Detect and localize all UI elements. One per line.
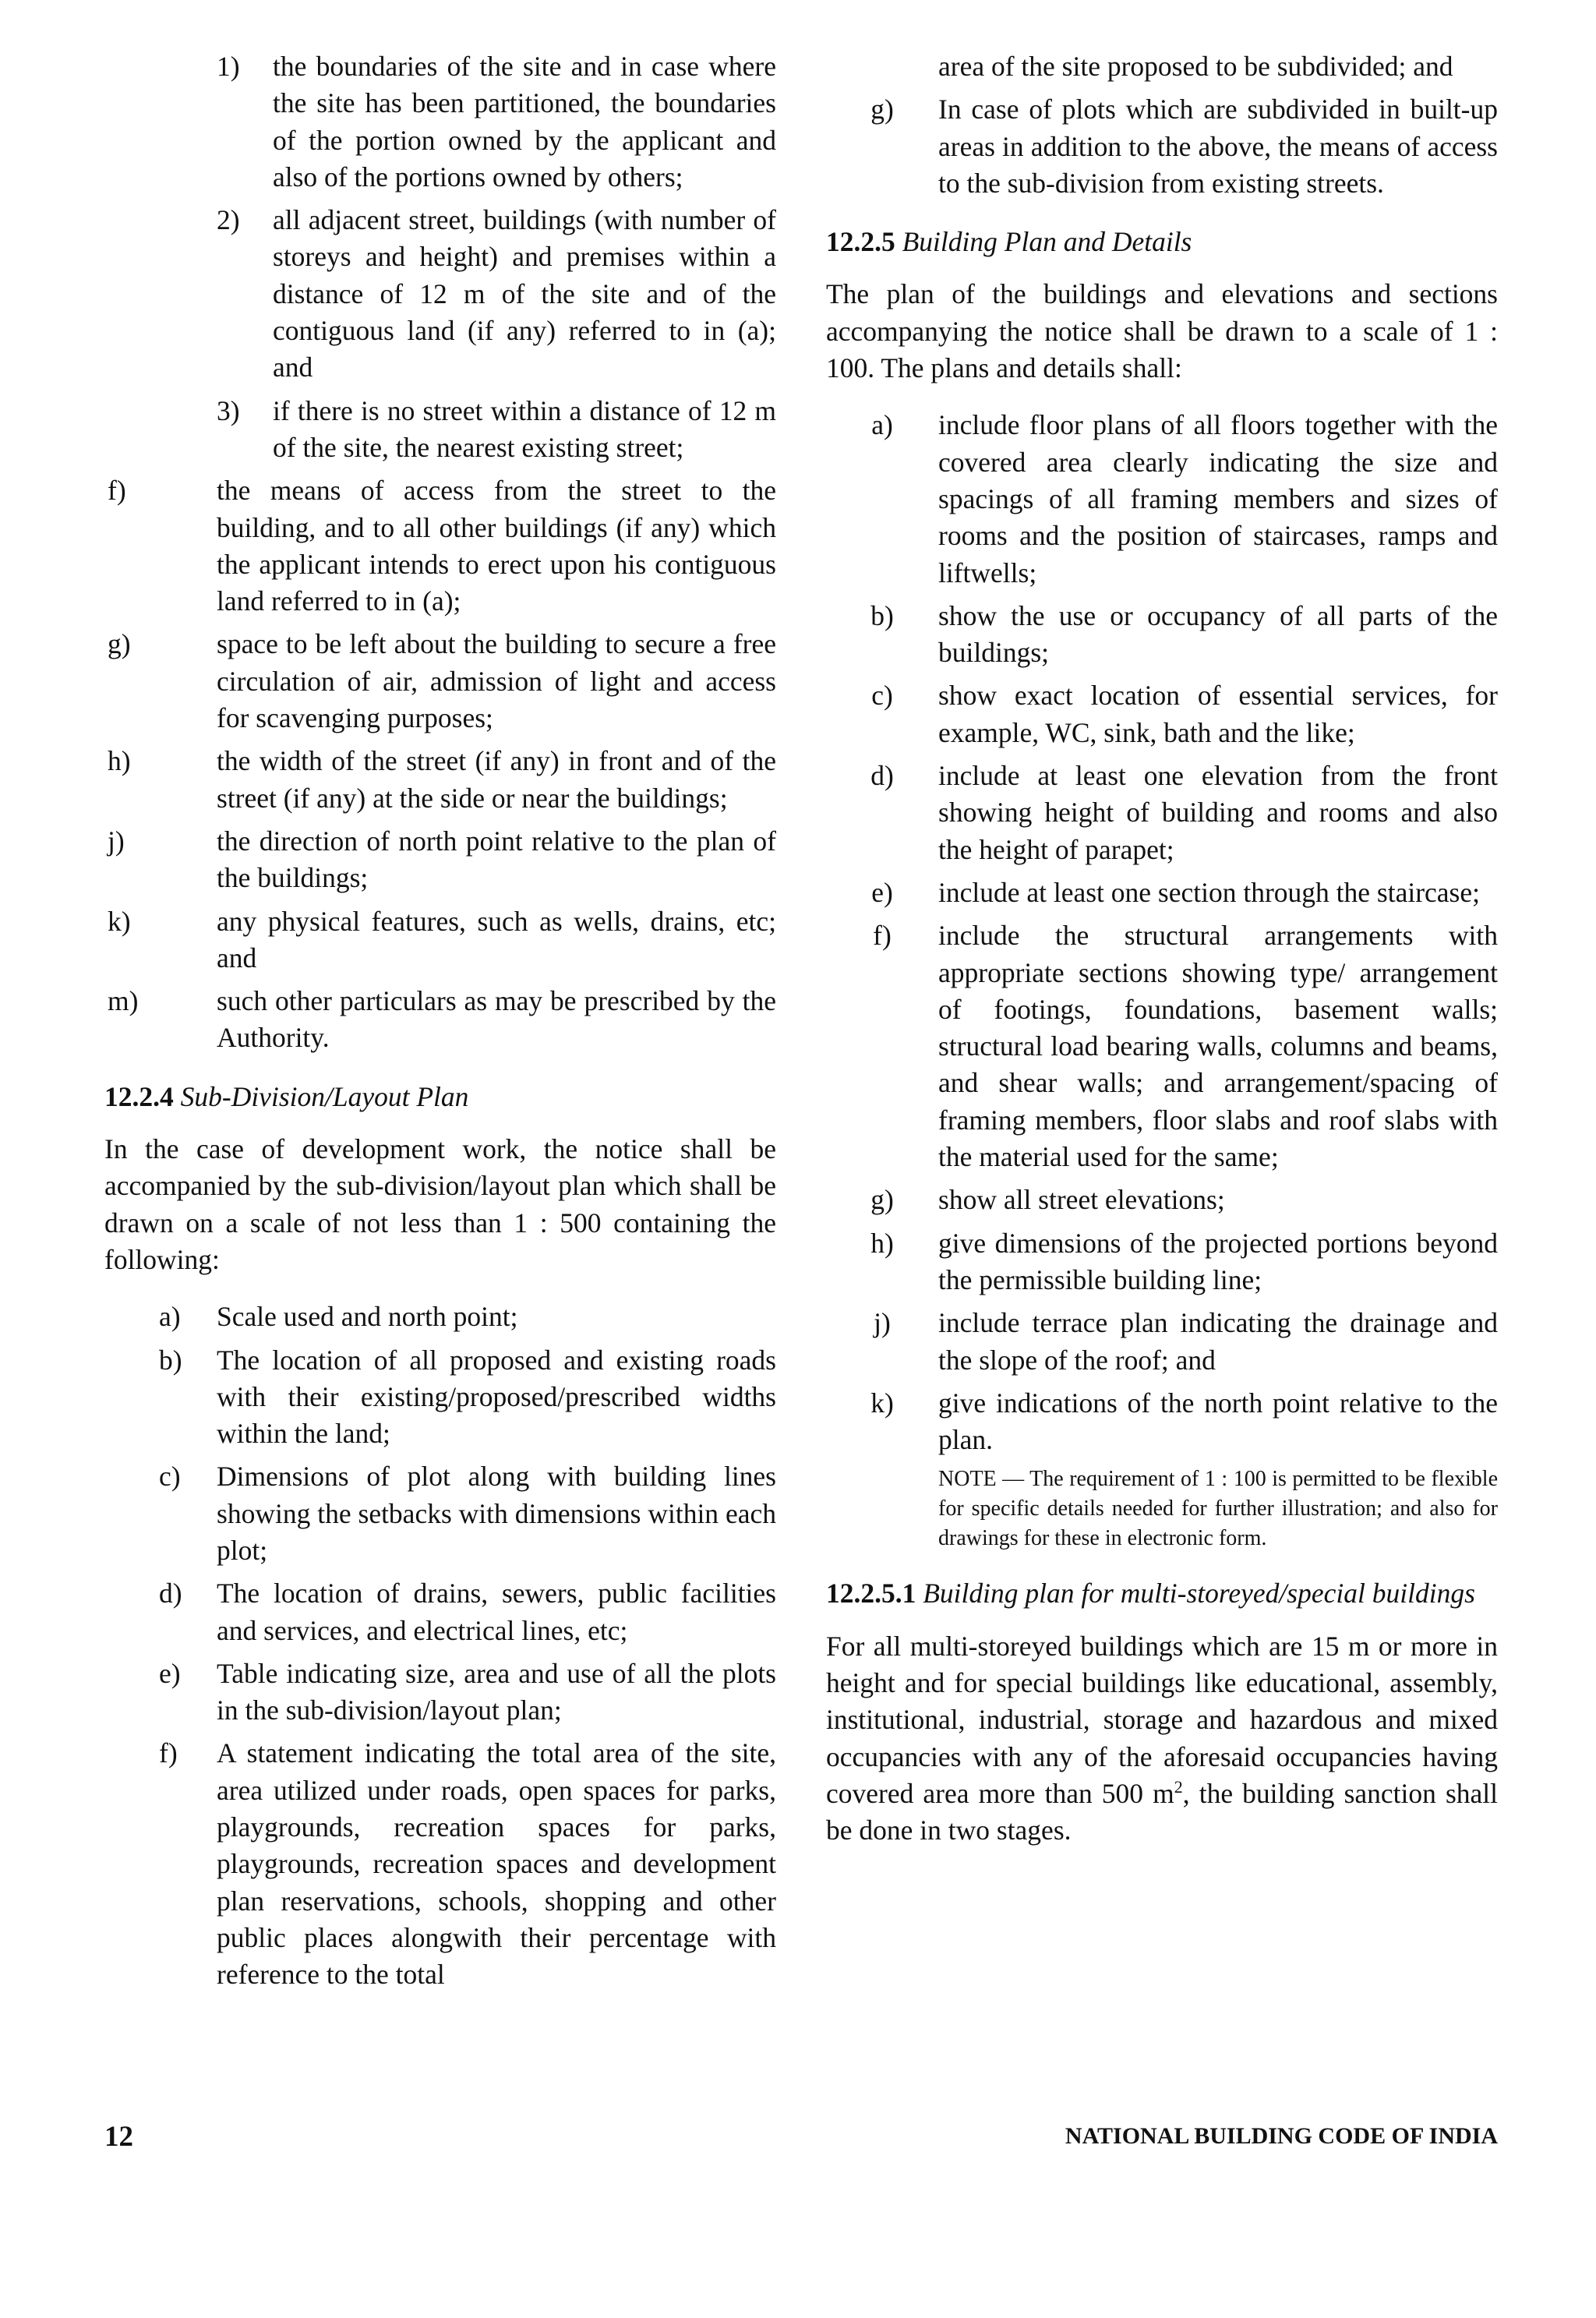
- section-heading: [826, 224, 1498, 260]
- list-item: [104, 626, 776, 737]
- section-number: 12.2.4: [104, 1080, 174, 1112]
- list-item-text: show the use or occupancy of all parts of the buildings;: [938, 599, 1498, 669]
- list-item-text: include terrace plan indicating the drainage and the slope of the roof; and: [938, 1307, 1498, 1376]
- list-item: [159, 1655, 776, 1730]
- right-column: [826, 48, 1498, 1869]
- list-item-label: k): [108, 905, 131, 937]
- list-item-text: area of the site proposed to be subdivided; and: [938, 51, 1453, 82]
- list-item-text: give dimensions of the projected portions beyond the permissible building line;: [938, 1227, 1498, 1295]
- list-item-label: f): [108, 475, 126, 507]
- list-item-label: d): [870, 760, 894, 792]
- list-item-text: In case of plots which are subdivided in built-up areas in addition to the above, the means of access to the sub-division from existing streets.: [938, 94, 1498, 199]
- list-item-text: such other particulars as may be prescribed by the Authority.: [217, 985, 776, 1054]
- list-item-label: 2): [217, 204, 240, 236]
- list-item-text: show exact location of essential services, for example, WC, sink, bath and the like;: [938, 680, 1498, 748]
- list-item-text: Table indicating size, area and use of all the plots in the sub-division/layout plan;: [217, 1657, 776, 1726]
- list-item-label: h): [870, 1227, 894, 1259]
- list-item: [217, 48, 776, 196]
- list-item: [826, 1225, 1498, 1299]
- paragraph-text: , the building sanction shall be done in two stages.: [826, 1777, 1498, 1846]
- list-item-label: b): [870, 599, 894, 631]
- list-item-label: a): [871, 409, 893, 441]
- section-heading: [104, 1079, 776, 1115]
- page-number: 12: [104, 2121, 133, 2153]
- list-item: [159, 1575, 776, 1649]
- list-item: [159, 1735, 776, 1993]
- list-item-text: if there is no street within a distance of 12 m of the site, the nearest existing street;: [273, 394, 776, 463]
- list-item-text: all adjacent street, buildings (with number of storeys and height) and premises within a distance of 12 m of the site and of the contiguous land (if any) referred to in (a); and: [273, 204, 776, 383]
- list-item: [104, 983, 776, 1057]
- list-item-text: include at least one elevation from the front showing height of building and rooms and also the height of parapet;: [938, 760, 1498, 865]
- list-item-label: g): [870, 94, 894, 125]
- list-item: [104, 823, 776, 897]
- list-item-label: f): [159, 1737, 178, 1769]
- list-item-text: the direction of north point relative to the plan of the buildings;: [217, 825, 776, 894]
- list-item: [826, 875, 1498, 911]
- list-item-text: A statement indicating the total area of the site, area utilized under roads, open spaces for parks, playgrounds, recreation spaces for parks, playgrounds, recreation spaces and development plan reservations, schools, shopping and other public places alongwith their percentage with reference to the total: [217, 1737, 776, 1991]
- list-item-label: h): [108, 745, 131, 777]
- list-item-label: c): [159, 1461, 181, 1493]
- numbered-list: [104, 48, 776, 466]
- list-item-label: j): [108, 825, 125, 857]
- left-column: [104, 48, 776, 2000]
- section-number: 12.2.5: [826, 226, 895, 258]
- list-item-text: The location of all proposed and existing roads with their existing/proposed/prescribed widths within the land;: [217, 1344, 776, 1450]
- list-item-label: e): [871, 876, 893, 908]
- list-item: [826, 917, 1498, 1175]
- list-item-label: b): [159, 1344, 182, 1376]
- sub-division-list: [104, 1299, 776, 1993]
- paragraph-text: For all multi-storeyed buildings which are 15 m or more in height and for special buildings like educational, assembly, institutional, industrial, storage and hazardous and mixed occupancies with any of the aforesaid occupancies having covered area more than 500 m: [826, 1630, 1498, 1809]
- list-item: [826, 598, 1498, 672]
- list-item-label: a): [159, 1301, 181, 1333]
- list-item-label: d): [159, 1578, 182, 1610]
- superscript: 2: [1174, 1777, 1183, 1797]
- list-item: [826, 91, 1498, 202]
- list-item-text: the boundaries of the site and in case where the site has been partitioned, the boundaries of the portion owned by the applicant and also of the portions owned by others;: [273, 51, 776, 193]
- list-item-label: 1): [217, 51, 240, 82]
- section-number: 12.2.5.1: [826, 1578, 916, 1610]
- section-title: Building Plan and Details: [902, 226, 1192, 258]
- list-item: [104, 743, 776, 817]
- list-item-text: give indications of the north point relative to the plan.: [938, 1387, 1498, 1456]
- list-item-text: any physical features, such as wells, drains, etc; and: [217, 905, 776, 973]
- list-item-text: The location of drains, sewers, public facilities and services, and electrical lines, etc;: [217, 1578, 776, 1646]
- body-paragraph: In the case of development work, the notice shall be accompanied by the sub-division/layout plan which shall be drawn on a scale of not less than 1 : 500 containing the following:: [104, 1133, 776, 1275]
- list-item: [159, 1299, 776, 1335]
- continued-list: [826, 48, 1498, 202]
- list-item-text: Scale used and north point;: [217, 1301, 518, 1333]
- list-item: [159, 1342, 776, 1453]
- list-item: [104, 903, 776, 977]
- list-item: [159, 1458, 776, 1569]
- list-item-label: c): [871, 680, 893, 712]
- section-title: Sub-Division/Layout Plan: [180, 1080, 469, 1112]
- list-item-text: include at least one section through the staircase;: [938, 876, 1480, 908]
- body-paragraph: The plan of the buildings and elevations and sections accompanying the notice shall be drawn to a scale of 1 : 100. The plans and details shall:: [826, 278, 1498, 384]
- list-item-label: e): [159, 1657, 181, 1689]
- list-item-text: the means of access from the street to the building, and to all other buildings (if any) which the applicant intends to erect upon his contiguous land referred to in (a);: [217, 475, 776, 617]
- list-item: [217, 393, 776, 467]
- list-item: [826, 407, 1498, 591]
- publication-title: NATIONAL BUILDING CODE OF INDIA: [1065, 2123, 1498, 2149]
- list-item-label: g): [108, 628, 131, 660]
- list-item: [826, 1305, 1498, 1379]
- list-item-label: g): [870, 1184, 894, 1216]
- list-item-text: space to be left about the building to secure a free circulation of air, admission of light and access for scavenging purposes;: [217, 628, 776, 734]
- lettered-list: [104, 472, 776, 1056]
- list-item-text: include floor plans of all floors together with the covered area clearly indicating the size and spacings of all framing members and sizes of rooms and the position of staircases, ramps and liftwells;: [938, 409, 1498, 588]
- list-item-text: include the structural arrangements with appropriate sections showing type/ arrangement of footings, foundations, basement walls; structural load bearing walls, columns and beams, and shear walls; and arrangement/spacing of framing members, floor slabs and roof slabs with the material used for the same;: [938, 920, 1498, 1173]
- list-item: [104, 472, 776, 620]
- list-item-label-empty: [826, 48, 938, 85]
- body-paragraph: [826, 1628, 1498, 1850]
- list-item-text: the width of the street (if any) in front and of the street (if any) at the side or near the buildings;: [217, 745, 776, 814]
- list-item-text: show all street elevations;: [938, 1184, 1225, 1216]
- list-item-label: f): [873, 920, 892, 952]
- section-heading: [826, 1575, 1498, 1612]
- list-item: [826, 758, 1498, 868]
- list-item-label: j): [874, 1307, 891, 1339]
- note-text: NOTE — The requirement of 1 : 100 is permitted to be flexible for specific details needed for further illustration; and also for drawings for these in electronic form.: [938, 1467, 1498, 1551]
- list-item-label: k): [870, 1387, 894, 1419]
- section-title: Building plan for multi-storeyed/special buildings: [923, 1578, 1475, 1610]
- building-plan-list: [826, 407, 1498, 1458]
- list-item-label: m): [108, 985, 139, 1017]
- list-item-text: Dimensions of plot along with building lines showing the setbacks with dimensions within each plot;: [217, 1461, 776, 1566]
- list-item: [826, 677, 1498, 751]
- list-item: [826, 1182, 1498, 1218]
- list-item-label: 3): [217, 394, 240, 426]
- list-item: [217, 202, 776, 386]
- list-item-continuation: [826, 48, 1498, 85]
- list-item: [826, 1385, 1498, 1459]
